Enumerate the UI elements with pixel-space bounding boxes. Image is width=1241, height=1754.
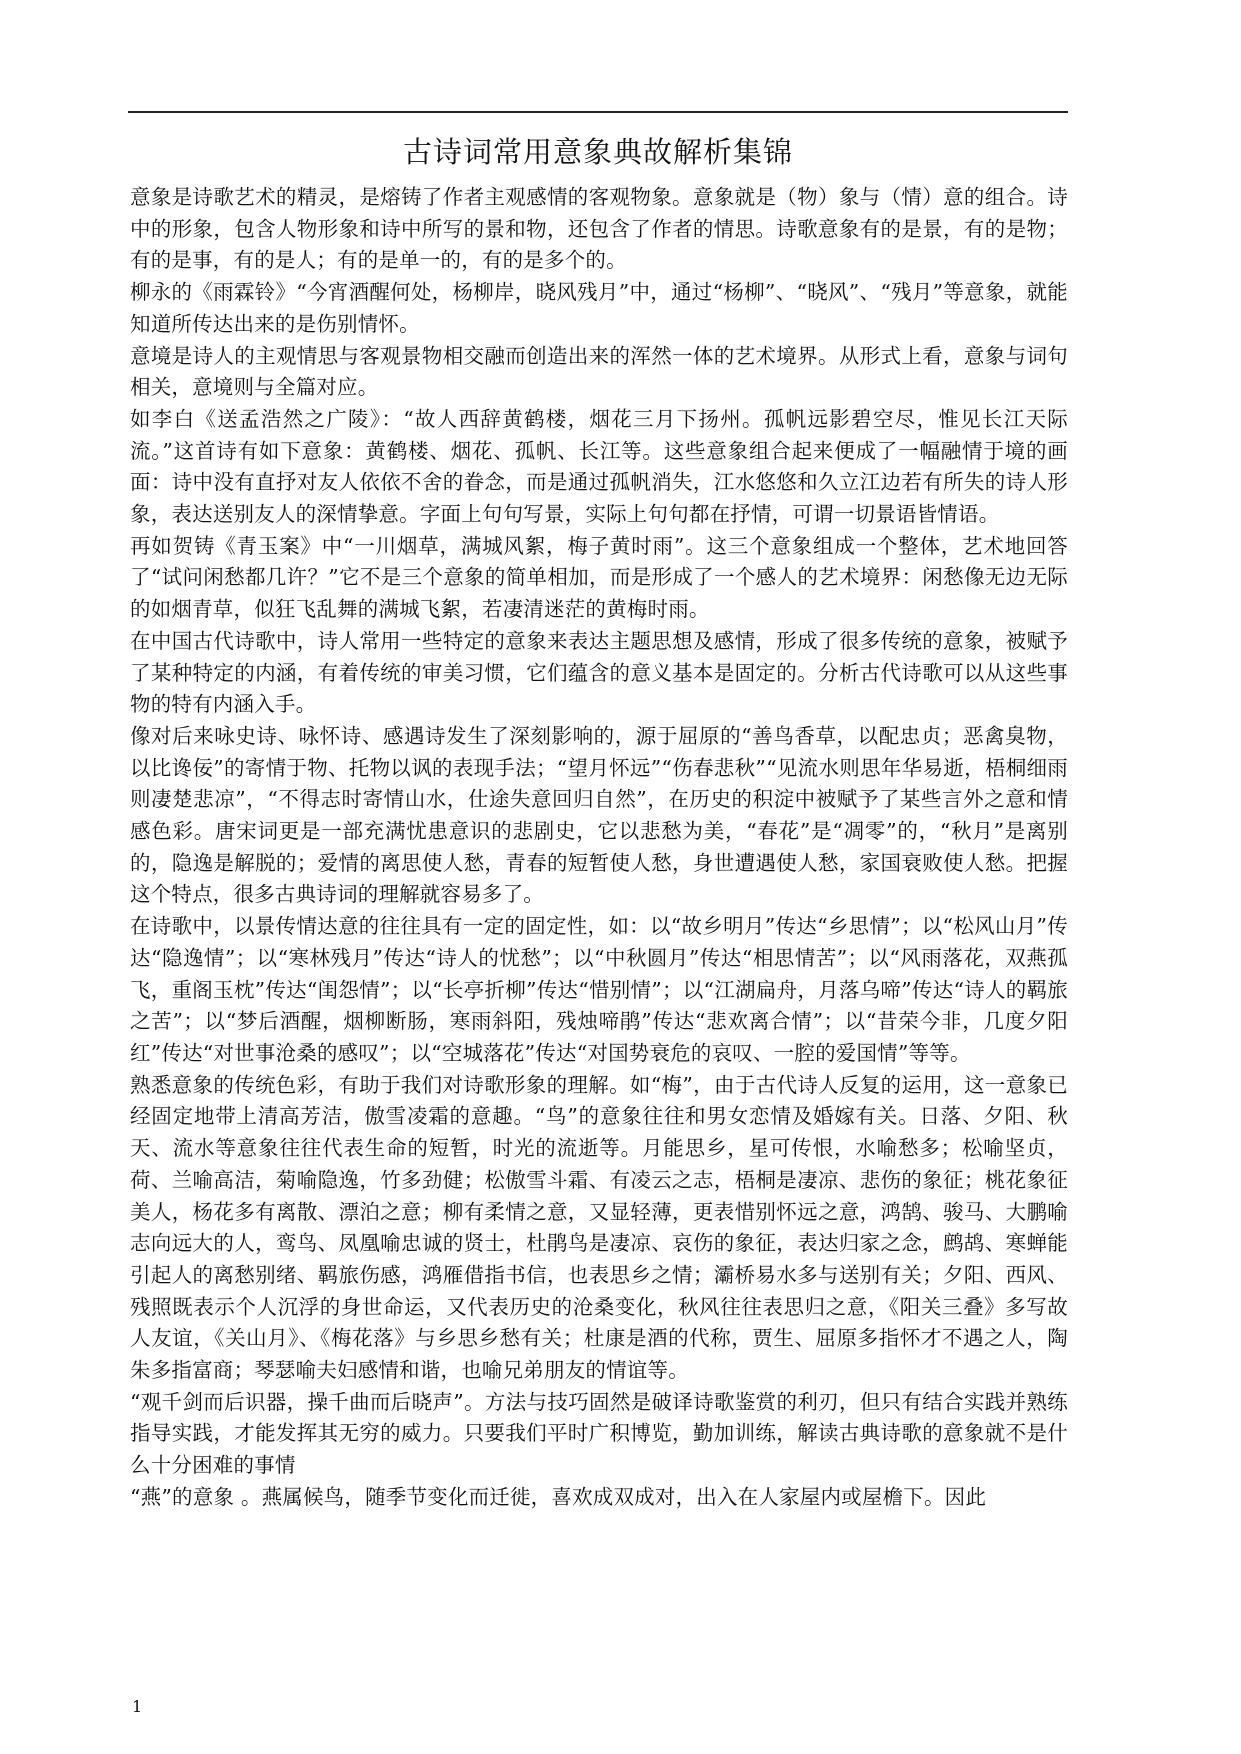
paragraph-intro: 意象是诗歌艺术的精灵，是熔铸了作者主观感情的客观物象。意象就是（物）象与（情）意的组合。诗中的形象，包含人物形象和诗中所写的景和物，还包含了作者的情思。诗歌意象有的是景，有的是物；有的是事，有的是人；有的是单一的，有的是多个的。 bbox=[130, 185, 1068, 273]
header-rule bbox=[128, 111, 1068, 113]
page-number: 1 bbox=[132, 1697, 143, 1716]
paragraph-image-colors: 熟悉意象的传统色彩，有助于我们对诗歌形象的理解。如“梅”，由于古代诗人反复的运用，这一意象已经固定地带上清高芳洁，傲雪凌霜的意趣。“鸟”的意象往往和男女恋情及婚嫁有关。日落、夕阳、秋天、流水等意象往往代表生命的短暂，时光的流逝等。月能思乡，星可传恨，水喻愁多；松喻坚贞，荷、兰喻高洁，菊喻隐逸，竹多劲健；松傲雪斗霜、有凌云之志，梧桐是凄凉、悲伤的象征；桃花象征美人，杨花多有离散、漂泊之意；柳有柔情之意，又显轻薄，更表惜别怀远之意，鸿鹄、骏马、大鹏喻志向远大的人，鸾鸟、凤凰喻忠诚的贤士，杜鹃鸟是凄凉、哀伤的象征，表达归家之念，鹧鸪、寒蝉能引起人的离愁别绪、羁旅伤感，鸿雁借指书信，也表思乡之情；灞桥易水多与送别有关；夕阳、西风、残照既表示个人沉浮的身世命运，又代表历史的沧桑变化，秋风往往表思归之意，《阳关三叠》多写故人友谊，《关山月》、《梅花落》与乡思乡愁有关；杜康是酒的代称，贾生、屈原多指怀才不遇之人，陶朱多指富商；琴瑟喻夫妇感情和谐，也喻兄弟朋友的情谊等。 bbox=[130, 1072, 1068, 1383]
paragraph-yijing: 意境是诗人的主观情思与客观景物相交融而创造出来的浑然一体的艺术境界。从形式上看，意象与词句相关，意境则与全篇对应。 bbox=[130, 343, 1068, 400]
paragraph-tradition: 在中国古代诗歌中，诗人常用一些特定的意象来表达主题思想及感情，形成了很多传统的意象，被赋予了某种特定的内涵，有着传统的审美习惯，它们蕴含的意义基本是固定的。分析古代诗歌可以从这些事物的特有内涵入手。 bbox=[130, 628, 1068, 717]
paragraph-liu-yong: 柳永的《雨霖铃》“今宵酒醒何处，杨柳岸，晓风残月”中，通过“杨柳”、“晓风”、“残月”等意象，就能知道所传达出来的是伤别情怀。 bbox=[130, 280, 1068, 336]
document-body bbox=[130, 182, 1068, 1514]
paragraph-scenery-emotion: 在诗歌中，以景传情达意的往往具有一定的固定性，如：以“故乡明月”传达“乡思情”；以“松风山月”传达“隐逸情”；以“寒林残月”传达“诗人的忧愁”；以“中秋圆月”传达“相思情苦”；以“风雨落花，双燕孤飞，重阁玉枕”传达“闺怨情”；以“长亭折柳”传达“惜别情”；以“江湖扁舟，月落乌啼”传达“诗人的羁旅之苦”；以“梦后酒醒，烟柳断肠，寒雨斜阳，残烛啼鹃”传达“悲欢离合情”；以“昔荣今非，几度夕阳红”传达“对世事沧桑的感叹”；以“空城落花”传达“对国势衰危的哀叹、一腔的爱国情”等等。 bbox=[130, 914, 1068, 1065]
document-title: 古诗词常用意象典故解析集锦 bbox=[402, 135, 793, 169]
paragraph-he-zhu: 再如贺铸《青玉案》中“一川烟草，满城风絮，梅子黄时雨”。这三个意象组成一个整体，艺术地回答了“试问闲愁都几许？”它不是三个意象的简单相加，而是形成了一个感人的艺术境界：闲愁像无边无际的如烟青草，似狂飞乱舞的满城飞絮，若凄清迷茫的黄梅时雨。 bbox=[130, 533, 1068, 622]
paragraph-swallow: “燕”的意象 。燕属候鸟，随季节变化而迁徙，喜欢成双成对，出入在人家屋内或屋檐下。因此 bbox=[130, 1484, 987, 1509]
paragraph-qu-yuan: 像对后来咏史诗、咏怀诗、感遇诗发生了深刻影响的，源于屈原的“善鸟香草，以配忠贞；恶禽臭物，以比谗佞”的寄情于物、托物以讽的表现手法；“望月怀远”“伤春悲秋”“见流水则思年华易逝，梧桐细雨则凄楚悲凉”，“不得志时寄情山水，仕途失意回归自然”，在历史的积淀中被赋予了某些言外之意和情感色彩。唐宋词更是一部充满忧患意识的悲剧史，它以悲愁为美，“春花”是“凋零”的，“秋月”是离别的，隐逸是解脱的；爱情的离思使人愁，青春的短暂使人愁，身世遭遇使人愁，家国衰败使人愁。把握这个特点，很多古典诗词的理解就容易多了。 bbox=[130, 723, 1068, 907]
paragraph-practice: “观千剑而后识器，操千曲而后晓声”。方法与技巧固然是破译诗歌鉴赏的利刃，但只有结合实践并熟练指导实践，才能发挥其无穷的威力。只要我们平时广积博览，勤加训练，解读古典诗歌的意象就不是什么十分困难的事情 bbox=[130, 1389, 1068, 1478]
paragraph-li-bai: 如李白《送孟浩然之广陵》：“故人西辞黄鹤楼，烟花三月下扬州。孤帆远影碧空尽，惟见长江天际流。”这首诗有如下意象：黄鹤楼、烟花、孤帆、长江等。这些意象组合起来便成了一幅融情于境的画面：诗中没有直抒对友人依依不舍的眷念，而是通过孤帆消失，江水悠悠和久立江边若有所失的诗人形象，表达送别友人的深情挚意。字面上句句写景，实际上句句都在抒情，可谓一切景语皆情语。 bbox=[130, 406, 1068, 527]
